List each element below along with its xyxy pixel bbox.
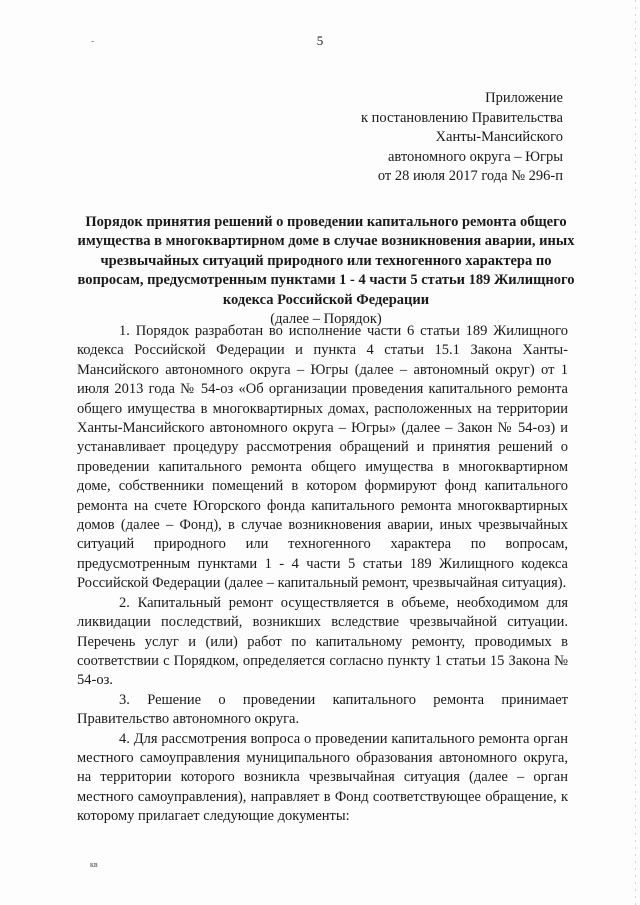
appendix-line: автономного округа – Югры [387,148,563,165]
footer-mark: кв [90,860,98,869]
paragraph-3: 3. Решение о проведении капитального ремонта принимает Правительство автономного округа. [77,691,568,728]
paragraph-2: 2. Капитальный ремонт осуществляется в объеме, необходимом для ликвидации последствий, возникших вследствие чрезвычайной ситуации. Перечень услуг и (или) работ по капитальному ремонту, проводимых в соответствии с Порядком, определяется согласно пункту 1 статьи 15 Закона № 54-оз. [77,594,568,689]
appendix-line: Приложение [485,90,563,106]
document-body [77,322,568,827]
appendix-line: Ханты-Мансийского [435,129,563,145]
page-number: 5 [316,33,324,48]
appendix-line: от 28 июля 2017 года № 296-п [377,168,563,184]
title-text: Порядок принятия решений о проведении капитального ремонта общего имущества в многоквартирном доме в случае возникновения аварии, иных чрезвычайных ситуаций природного или техногенного характера по вопросам, предусмотренным пунктами 1 - 4 части 5 статьи 189 Жилищного кодекса Российской Федерации [77,214,575,308]
document-title [70,213,582,329]
scan-edge [635,0,636,905]
corner-mark: - [91,36,95,47]
appendix-header [361,89,563,187]
appendix-line: к постановлению Правительства [361,109,563,126]
paragraph-1: 1. Порядок разработан во исполнение части 6 статьи 189 Жилищного кодекса Российской Федерации и пункта 4 статьи 15.1 Закона Ханты-Мансийского автономного округа – Югры (далее – автономный округ) от 1 июля 2013 года № 54-оз «Об организации проведения капитального ремонта общего имущества в многоквартирных домах, расположенных на территории Ханты-Мансийского автономного округа – Югры» (далее – Закон № 54-оз) и устанавливает процедуру рассмотрения обращений и принятия решений о проведении капитального ремонта общего имущества в многоквартирном доме, собственники помещений в котором формируют фонд капитального ремонта на счете Югорского фонда капитального ремонта многоквартирных домов (далее – Фонд), в случае возникновения аварии, иных чрезвычайных ситуаций природного или техногенного характера по вопросам, предусмотренным пунктами 1 - 4 части 5 статьи 189 Жилищного кодекса Российской Федерации (далее – капитальный ремонт, чрезвычайная ситуация). [77,323,568,592]
title-note: (далее – Порядок) [270,311,382,328]
paragraph-4: 4. Для рассмотрения вопроса о проведении капитального ремонта орган местного самоуправления муниципального образования автономного округа, на территории которого возникла чрезвычайная ситуация (далее – орган местного самоуправления), направляет в Фонд соответствующее обращение, к которому прилагает следующие документы: [77,730,568,825]
